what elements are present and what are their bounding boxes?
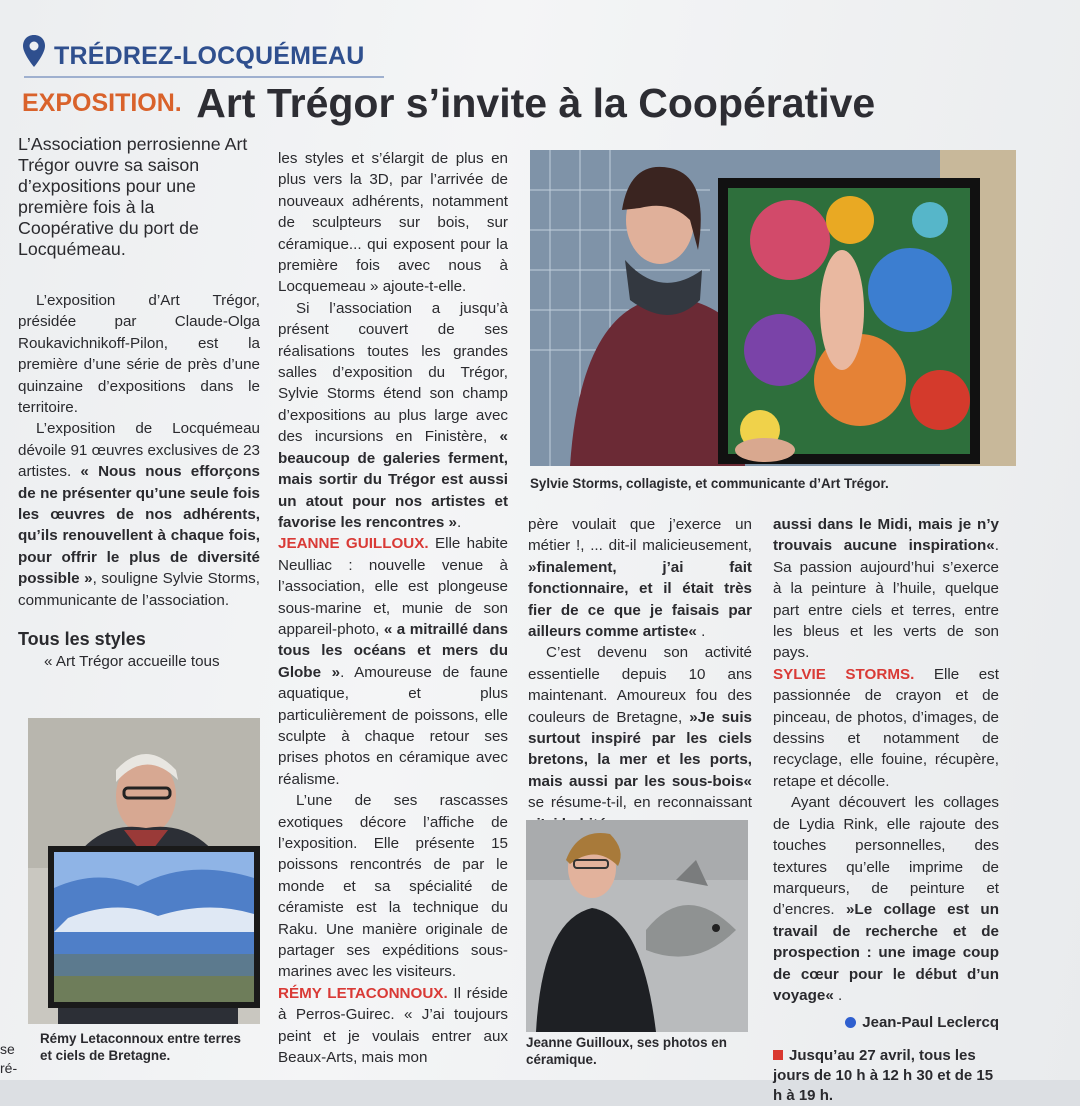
col2-p2-quote: « beaucoup de galeries ferment, mais sortir du Trégor est aussi un atout pour nos artistes et favorise les rencontres » (278, 428, 508, 531)
bullet-dot-icon (845, 1017, 856, 1028)
col1-paragraph-1: L’exposition d’Art Trégor, présidée par Claude-Olga Roukavichnikoff-Pilon, est la première d’une série de près d’une quinzaine d’expositions dans le territoire. (18, 292, 260, 417)
column-1 (18, 290, 260, 672)
col4-p3-tail: . (833, 986, 843, 1004)
sylvie-illustration (530, 150, 1016, 466)
caption-sylvie: Sylvie Storms, collagiste, et communicante d’Art Trégor. (530, 476, 889, 491)
col1-p2-text: L’exposition de Locquémeau dévoile 91 œuvres exclusives de 23 artistes. (18, 420, 260, 481)
col1-p2-quote: « Nous nous efforçons de ne présenter qu’une seule fois les œuvres de nos adhérents, qu’ils renouvellent à chaque fois, pour offrir le plus de diversité possible » (18, 463, 260, 588)
headline (22, 80, 1062, 127)
caption-jeanne: Jeanne Guilloux, ses photos en céramique. (526, 1035, 727, 1067)
col1-paragraph-2 (18, 418, 260, 611)
col3-p1-text: père voulait que j’exerce un métier !, ... dit-il malicieusement, (528, 516, 752, 555)
column-3 (528, 514, 752, 835)
col4-p2-text: Elle est passionnée de crayon et de pinceau, de photos, d’images, de dessins et notamment de recyclage, elle fouine, récupère, retape et décolle. (773, 665, 999, 790)
headline-title: Art Trégor s’invite à la Coopérative (196, 80, 876, 126)
margin-fragment-2: ré- (0, 1060, 18, 1076)
col4-p1-text: . Sa passion aujourd’hui s’exerce à la peinture à l’huile, quelque part entre ciels et terres, entre les bleus et les verts de son pays. (773, 537, 999, 662)
lead-paragraph (18, 134, 254, 260)
col2-paragraph-4: L’une de ses rascasses exotiques décore l’affiche de l’exposition. Elle présente 15 poissons rencontrés de par le monde et sa spécialité de céramiste est la technique du Raku. Une manière originale de partager ses expéditions sous-marines avec les visiteurs. (278, 792, 508, 981)
location-label: TRÉDREZ-LOCQUÉMEAU (54, 42, 365, 70)
col3-p2-quote: »Je suis surtout inspiré par les ciels bretons, la mer et les ports, mais aussi par les sous-bois« (528, 708, 752, 790)
caption-remy: Rémy Letaconnoux entre terres et ciels de Bretagne. (40, 1031, 241, 1063)
col2-paragraph-1 (278, 148, 508, 298)
col3-paragraph-2 (528, 642, 752, 835)
col3-p1-quote: »finalement, j’ai fait fonctionnaire, et il était très fier de ce que je faisais par ailleurs comme artiste« (528, 558, 752, 641)
col1-p2-tail: , souligne Sylvie Storms, communicante de l’association. (18, 570, 260, 609)
col2-p3-quote: « a mitraillé dans tous les océans et mers du Globe » (278, 620, 508, 681)
col1-paragraph-3: « Art Trégor accueille tous (44, 652, 220, 670)
red-square-icon (773, 1050, 783, 1060)
col3-p1-tail: . (696, 623, 706, 641)
location-divider (24, 76, 384, 78)
col2-paragraph-2 (278, 298, 508, 533)
map-pin-icon (22, 34, 46, 68)
lead-text: L’Association perrosienne Art Trégor ouvre sa saison d’expositions pour une première fois à la Coopérative du port de Locquémeau. (18, 134, 248, 259)
col2-p2-tail: . (456, 513, 462, 531)
margin-fragments (0, 1040, 17, 1078)
margin-fragment-1: se (0, 1041, 15, 1057)
col4-p1-quote: aussi dans le Midi, mais je n’y trouvais aucune inspiration« (773, 516, 999, 555)
jeanne-illustration (526, 820, 748, 1032)
col4-p3-quote: »Le collage est un travail de recherche et de prospection : une image coup de cœur pour le début d’un voyage« (773, 901, 999, 1004)
col2-paragraph-5 (278, 983, 508, 1069)
col2-p3-tail: . Amoureuse de faune aquatique, et plus particulièrement de poissons, elle sculpte à chaque retour ses prises photos en céramique avec réalisme. (278, 663, 508, 788)
exhibition-dates (773, 1046, 999, 1106)
col2-p1-quote: les styles et s’élargit de plus en plus vers la 3D, par l’arrivée de nouveaux adhérents, notamment de sculpteurs sur bois, sur céramique... qui exposent pour la première fois avec nous à Locquemeau » (278, 150, 508, 296)
col4-paragraph-2 (773, 664, 999, 792)
headline-kicker: EXPOSITION. (22, 89, 182, 117)
column-4 (773, 514, 999, 1106)
name-jeanne-guilloux: JEANNE GUILLOUX. (278, 535, 429, 553)
photo-remy-letaconnoux (28, 718, 260, 1024)
subhead-tous-les-styles: Tous les styles (18, 629, 146, 650)
name-sylvie-storms: SYLVIE STORMS. (773, 665, 915, 683)
col4-paragraph-1 (773, 514, 999, 664)
author-name: Jean-Paul Leclercq (862, 1014, 999, 1032)
name-remy-letaconnoux: RÉMY LETACONNOUX. (278, 984, 448, 1002)
exhibition-dates-text: Jusqu’au 27 avril, tous les jours de 10 h à 12 h 30 et de 15 h à 19 h. (773, 1046, 994, 1104)
photo-sylvie-storms (530, 150, 1016, 466)
col4-p3-text: Ayant découvert les collages de Lydia Rink, elle rajoute des touches personnelles, des textures qu’elle imprime de marqueurs, de peinture et d’encres. (773, 794, 999, 919)
col2-p5-text: Il réside à Perros-Guirec. « J’ai toujours peint et je voulais entrer aux Beaux-Arts, mais mon (278, 984, 508, 1067)
col2-paragraph-3 (278, 533, 508, 790)
col3-paragraph-1 (528, 514, 752, 642)
col2-p1-tail: ajoute-t-elle. (378, 278, 467, 296)
column-2 (278, 148, 508, 1068)
col2-p2-text: Si l’association a jusqu’à présent couvert de ses réalisations toutes les grandes salles d’exposition du Trégor, Sylvie Storms étend son champ d’expositions au plus large avec des incursions en Finistère, (278, 299, 508, 446)
col2-p3-text: Elle habite Neulliac : nouvelle venue à l’association, elle est plongeuse sous-marine et, munie de son appareil-photo, (278, 535, 508, 638)
col3-p2-text: C’est devenu son activité essentielle depuis 10 ans maintenant. Amoureux fou des couleurs de Bretagne, (528, 644, 752, 726)
photo-jeanne-guilloux (526, 820, 748, 1032)
col3-p2-mid: se résume-t-il, en reconnaissant (528, 794, 752, 812)
col4-paragraph-3 (773, 792, 999, 1006)
author-line (773, 1012, 999, 1033)
remy-illustration (28, 718, 260, 1024)
